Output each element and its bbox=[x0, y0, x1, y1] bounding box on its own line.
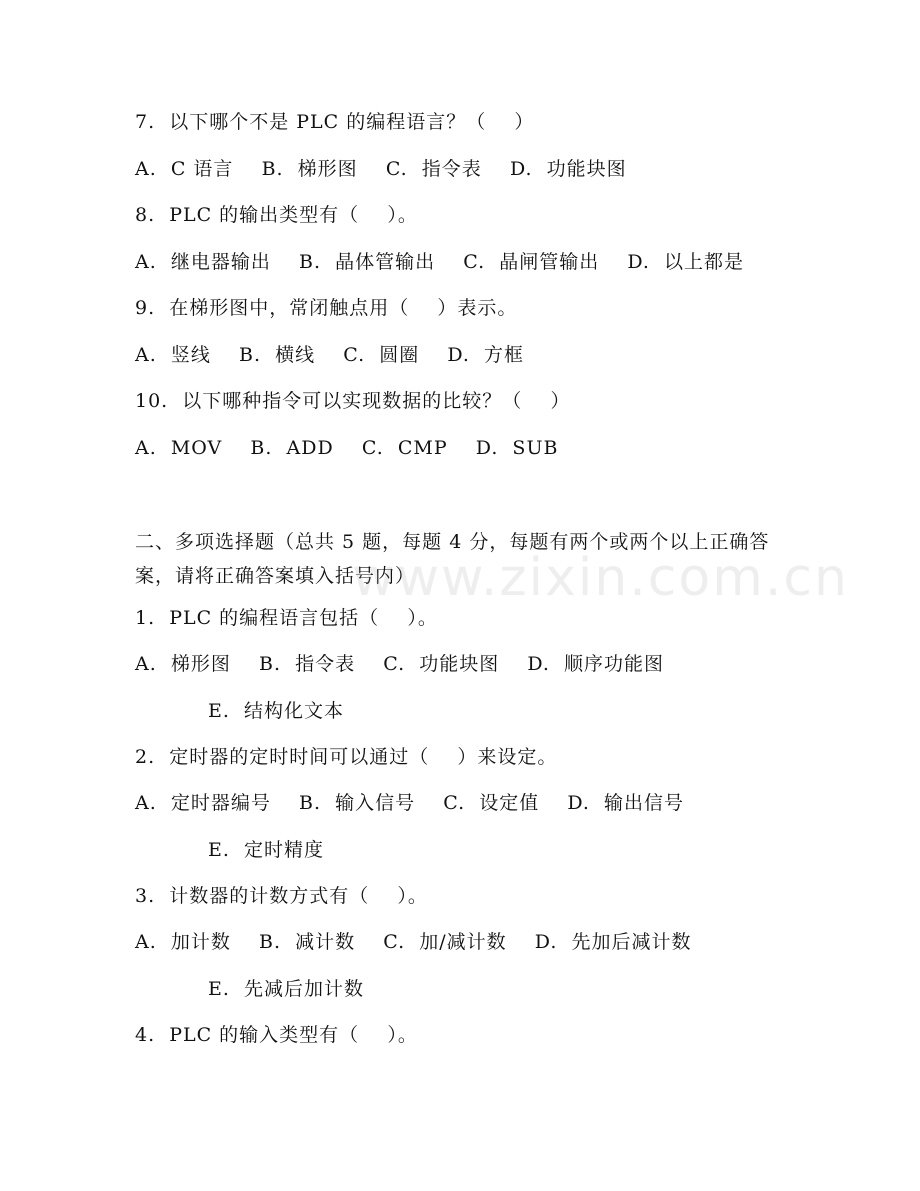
q8-question: 8. PLC 的输出类型有（ ）。 bbox=[135, 204, 418, 226]
q7-options: A. C 语言 B. 梯形图 C. 指令表 D. 功能块图 bbox=[135, 158, 627, 180]
m1-question: 1. PLC 的编程语言包括（ ）。 bbox=[135, 607, 438, 629]
m3-options: A. 加计数 B. 减计数 C. 加/减计数 D. 先加后减计数 bbox=[135, 931, 692, 953]
q8-options: A. 继电器输出 B. 晶体管输出 C. 晶闸管输出 D. 以上都是 bbox=[135, 251, 745, 273]
m2-question: 2. 定时器的定时时间可以通过（ ）来设定。 bbox=[135, 746, 558, 768]
m2-option-e: E. 定时精度 bbox=[208, 839, 324, 861]
q9-question: 9. 在梯形图中，常闭触点用（ ）表示。 bbox=[135, 297, 518, 319]
watermark: www.zixin.com.cn bbox=[352, 548, 849, 608]
q10-question: 10. 以下哪种指令可以实现数据的比较？（ ） bbox=[135, 390, 571, 412]
section-2-heading: 二、多项选择题（总共 5 题，每题 4 分，每题有两个或两个以上正确答案，请将正确答案填入括号内） bbox=[135, 531, 770, 587]
m1-options: A. 梯形图 B. 指令表 C. 功能块图 D. 顺序功能图 bbox=[135, 653, 665, 675]
m3-question: 3. 计数器的计数方式有（ ）。 bbox=[135, 885, 428, 907]
q10-options: A. MOV B. ADD C. CMP D. SUB bbox=[135, 437, 559, 459]
m4-question: 4. PLC 的输入类型有（ ）。 bbox=[135, 1024, 418, 1046]
q9-options: A. 竖线 B. 横线 C. 圆圈 D. 方框 bbox=[135, 344, 525, 366]
m3-option-e: E. 先减后加计数 bbox=[208, 978, 364, 1000]
m1-option-e: E. 结构化文本 bbox=[208, 700, 344, 722]
m2-options: A. 定时器编号 B. 输入信号 C. 设定值 D. 输出信号 bbox=[135, 792, 685, 814]
q7-question: 7. 以下哪个不是 PLC 的编程语言？（ ） bbox=[135, 111, 535, 133]
